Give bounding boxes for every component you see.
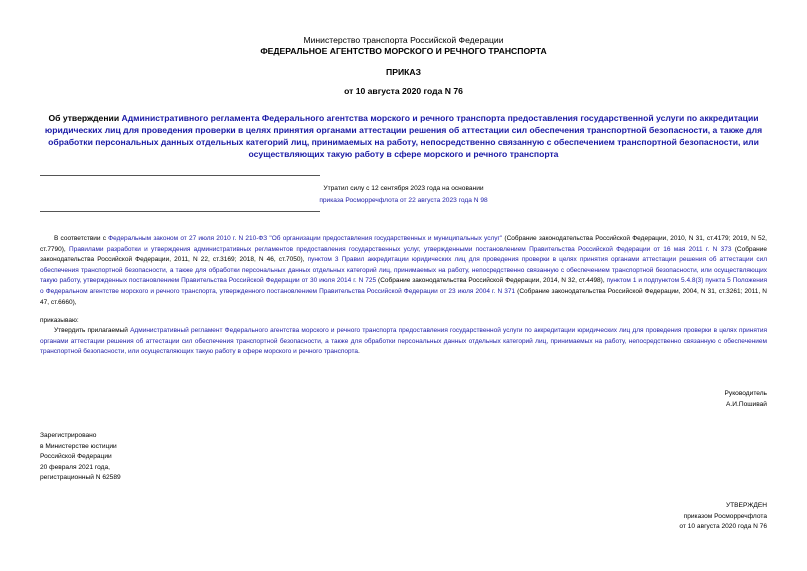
agency-regulation-link[interactable]: пунктом 1 и подпунктом 5.4.8(3) пункта 5 Положения о Федеральном агентстве морского и речного транспорта, утвержденного постановлением Правительства Российской Федерации от 23 июля 2004 г. N 371 [40, 277, 767, 295]
registration-line: Зарегистрировано [40, 432, 97, 439]
approval-line: приказом Росморречфлота [683, 512, 767, 520]
status-note-line: Утратил силу с 12 сентября 2023 года на основании [323, 185, 484, 192]
preamble-text-3: (Собрание законодательства Российской Федерации, 2011, N 22, ст.3169; 2018, N 46, ст.7050), [40, 245, 767, 264]
registration-block [40, 431, 121, 484]
federal-law-link[interactable]: Федеральным законом от 27 июля 2010 г. N 210-ФЗ "Об организации предоставления государственных и муниципальных услуг" [108, 235, 503, 242]
order-paragraph [40, 326, 767, 358]
registration-line: регистрационный N 62589 [40, 474, 121, 482]
order-word: приказываю: [40, 317, 79, 324]
preamble-text-4: (Собрание законодательства Российской Федерации, 2014, N 32, ст.4498), [376, 277, 607, 285]
preamble-paragraph [40, 234, 767, 308]
registration-line: Российской Федерации [40, 453, 112, 461]
document-type: ПРИКАЗ [386, 67, 421, 77]
registration-line: 20 февраля 2021 года, [40, 463, 110, 471]
title-prefix: Об утверждении [48, 113, 122, 123]
signer-name: А.И.Пошивай [726, 400, 767, 408]
approval-block [679, 501, 767, 533]
divider-top [40, 175, 320, 176]
approved-regulation-link[interactable]: Административный регламент Федерального агентства морского и речного транспорта предоставления государственной услуги по аккредитации юридических лиц для проведения проверки в целях принятия органами аттестации решения об аттестации сил обеспечения транспортной безопасности, а также для обработки персональных данных отдельных категорий лиц, принимаемых на работу, непосредственно связанную с обеспечением транспортной безопасности, или осуществляющих такую работу в сфере морского и речного транспорта [40, 327, 767, 356]
title-regulation-link[interactable]: Административного регламента Федерального агентства морского и речного транспорта предоставления государственной услуги по аккредитации юридических лиц для проведения проверки в целях принятия органами аттестации решения об аттестации сил обеспечения транспортной безопасности, а также для обработки персональных данных отдельных категорий лиц, принимаемых на работу, непосредственно связанную с обеспечением транспортной безопасности, или осуществляющих такую работу в сфере морского и речного транспорта [44, 113, 763, 159]
order-text-1: Утвердить прилагаемый [54, 327, 131, 334]
preamble-text-1: В соответствии с [54, 235, 109, 242]
accreditation-rules-link[interactable]: пунктом 3 Правил аккредитации юридических лиц для проведения проверки в целях принятия органами аттестации решения об аттестации сил обеспечения транспортной безопасности, а также для обработки персональных данных отдельных категорий лиц, принимаемых на работу, непосредственно связанную с обеспечением транспортной безопасности, или осуществляющих такую работу, утвержденных постановлением Правительства Российской Федерации от 30 июля 2014 г. N 725 [40, 256, 767, 285]
signature-block [725, 389, 767, 410]
rules-regulations-link[interactable]: Правилами разработки и утверждения административных регламентов предоставления государственных услуг, утвержденными постановлением Правительства Российской Федерации от 16 мая 2011 г. N 373 [69, 245, 732, 253]
preamble-text-5: (Собрание законодательства Российской Федерации, 2004, N 31, ст.3261; 2011, N 47, ст.6660), [40, 287, 767, 306]
divider-bottom [40, 211, 320, 212]
signer-position: Руководитель [724, 390, 767, 397]
agency-name: ФЕДЕРАЛЬНОЕ АГЕНТСТВО МОРСКОГО И РЕЧНОГО ТРАНСПОРТА [260, 46, 547, 56]
approval-line: УТВЕРЖДЕН [725, 502, 767, 509]
document-title [40, 112, 767, 160]
order-text-2: . [358, 348, 360, 356]
document-date: от 10 августа 2020 года N 76 [344, 86, 463, 96]
ministry-name: Министерство транспорта Российской Федерации [303, 35, 504, 45]
registration-line: в Министерстве юстиции [40, 442, 117, 450]
preamble-text-2: (Собрание законодательства Российской Федерации, 2010, N 31, ст.4179; 2019, N 52, ст.7790), [40, 235, 767, 253]
approval-line: от 10 августа 2020 года N 76 [679, 523, 767, 531]
status-note-link[interactable]: приказа Росморречфлота от 22 августа 2023 года N 98 [319, 197, 488, 204]
